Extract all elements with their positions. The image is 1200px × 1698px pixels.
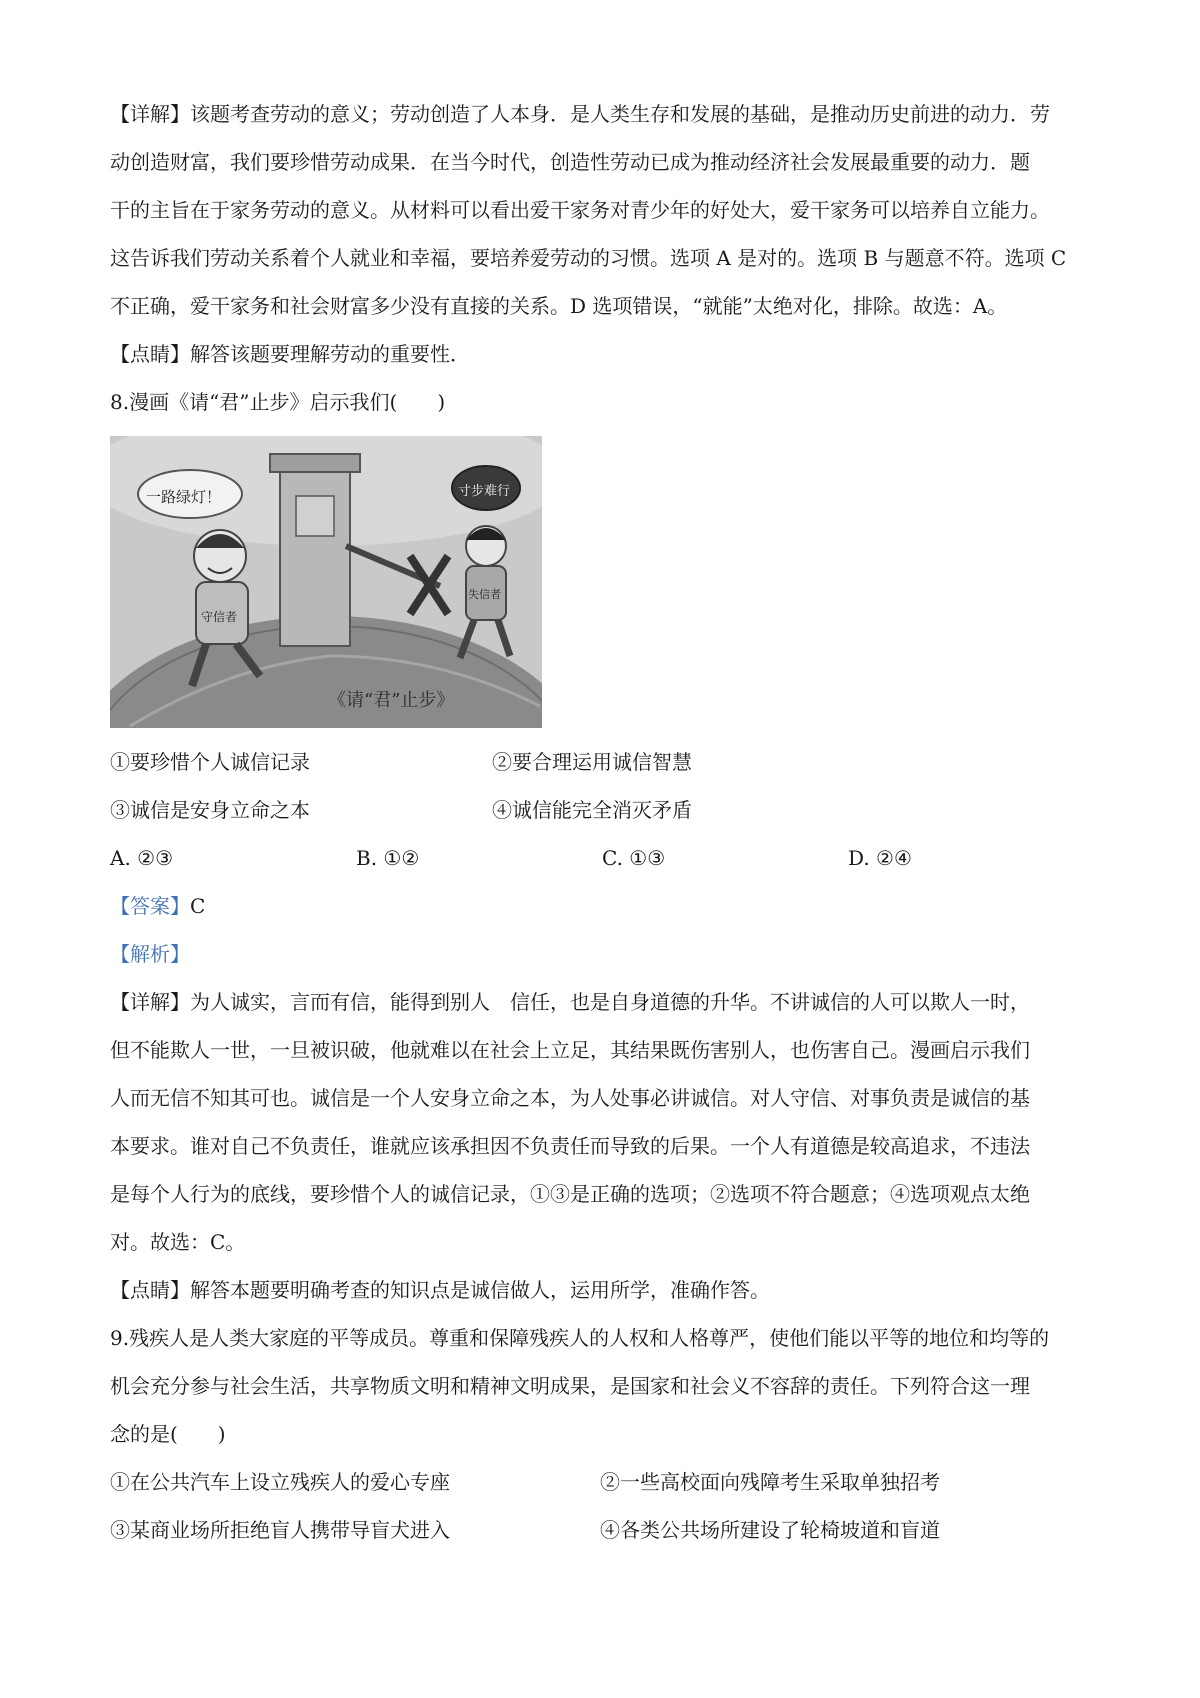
q7-detail-line-2: 动创造财富，我们要珍惜劳动成果．在当今时代，创造性劳动已成为推动经济社会发展最重要的动力．题 bbox=[110, 150, 1030, 174]
q9-stem-line-2: 机会充分参与社会生活，共享物质文明和精神文明成果，是国家和社会义不容辞的责任。下列符合这一理 bbox=[110, 1374, 1030, 1398]
q8-stem: 8.漫画《请“君”止步》启示我们( ) bbox=[110, 390, 446, 414]
q8-cartoon-image bbox=[110, 436, 542, 728]
cartoon-caption: 《请“君”止步》 bbox=[328, 690, 455, 711]
q8-choice-d: D. ②④ bbox=[848, 846, 912, 870]
q9-statement-2: ②一些高校面向残障考生采取单独招考 bbox=[600, 1470, 940, 1494]
q8-choice-a: A. ②③ bbox=[110, 846, 174, 870]
q8-detail-line-2: 但不能欺人一世，一旦被识破，他就难以在社会上立足，其结果既伤害别人，也伤害自己。漫画启示我们 bbox=[110, 1038, 1030, 1062]
q8-detail-line-6: 对。故选：C。 bbox=[110, 1230, 246, 1254]
cartoon-bubble-right: 寸步难行 bbox=[458, 484, 511, 499]
q8-choice-b: B. ①② bbox=[356, 846, 420, 870]
q9-statement-3: ③某商业场所拒绝盲人携带导盲犬进入 bbox=[110, 1518, 450, 1542]
q9-statement-4: ④各类公共场所建设了轮椅坡道和盲道 bbox=[600, 1518, 940, 1542]
answer-value: C bbox=[190, 894, 206, 918]
q8-detail-line-5: 是每个人行为的底线，要珍惜个人的诚信记录，①③是正确的选项；②选项不符合题意；④选项观点太绝 bbox=[110, 1182, 1030, 1206]
q8-choice-c: C. ①③ bbox=[602, 846, 666, 870]
q9-statement-1: ①在公共汽车上设立残疾人的爱心专座 bbox=[110, 1470, 450, 1494]
q9-stem-line-1: 9.残疾人是人类大家庭的平等成员。尊重和保障残疾人的人权和人格尊严，使他们能以平等的地位和均等的 bbox=[110, 1326, 1050, 1350]
q8-detail-line-3: 人而无信不知其可也。诚信是一个人安身立命之本，为人处事必讲诚信。对人守信、对事负责是诚信的基 bbox=[110, 1086, 1030, 1110]
cartoon-shirt-left: 守信者 bbox=[201, 610, 238, 624]
q9-stem-line-3: 念的是( ) bbox=[110, 1422, 226, 1446]
q7-detail-line-1: 【详解】该题考查劳动的意义；劳动创造了人本身．是人类生存和发展的基础，是推动历史前进的动力．劳 bbox=[110, 102, 1050, 126]
q7-detail-line-3: 干的主旨在于家务劳动的意义。从材料可以看出爱干家务对青少年的好处大，爱干家务可以培养自立能力。 bbox=[110, 198, 1050, 222]
q8-statement-1: ①要珍惜个人诚信记录 bbox=[110, 750, 310, 774]
q8-statement-3: ③诚信是安身立命之本 bbox=[110, 798, 310, 822]
answer-label: 【答案】 bbox=[110, 894, 190, 918]
q8-detail-line-1: 【详解】为人诚实，言而有信，能得到别人 信任，也是自身道德的升华。不讲诚信的人可以欺人一时， bbox=[110, 990, 1030, 1014]
q8-tip: 【点睛】解答本题要明确考查的知识点是诚信做人，运用所学，准确作答。 bbox=[110, 1278, 770, 1302]
q7-tip: 【点睛】解答该题要理解劳动的重要性． bbox=[110, 342, 470, 366]
q8-detail-line-4: 本要求。谁对自己不负责任，谁就应该承担因不负责任而导致的后果。一个人有道德是较高追求，不违法 bbox=[110, 1134, 1030, 1158]
q8-answer bbox=[110, 892, 1100, 920]
q8-statement-2: ②要合理运用诚信智慧 bbox=[492, 750, 692, 774]
q8-analysis-label: 【解析】 bbox=[110, 942, 190, 966]
q7-detail-line-4: 这告诉我们劳动关系着个人就业和幸福，要培养爱劳动的习惯。选项 A 是对的。选项 B 与题意不符。选项 C bbox=[110, 246, 1067, 270]
cartoon-shirt-right: 失信者 bbox=[468, 588, 501, 601]
q8-statement-4: ④诚信能完全消灭矛盾 bbox=[492, 798, 692, 822]
q7-detail-line-5: 不正确，爱干家务和社会财富多少没有直接的关系。D 选项错误，“就能”太绝对化，排除。故选：A。 bbox=[110, 294, 1008, 318]
cartoon-bubble-left: 一路绿灯！ bbox=[146, 488, 222, 506]
